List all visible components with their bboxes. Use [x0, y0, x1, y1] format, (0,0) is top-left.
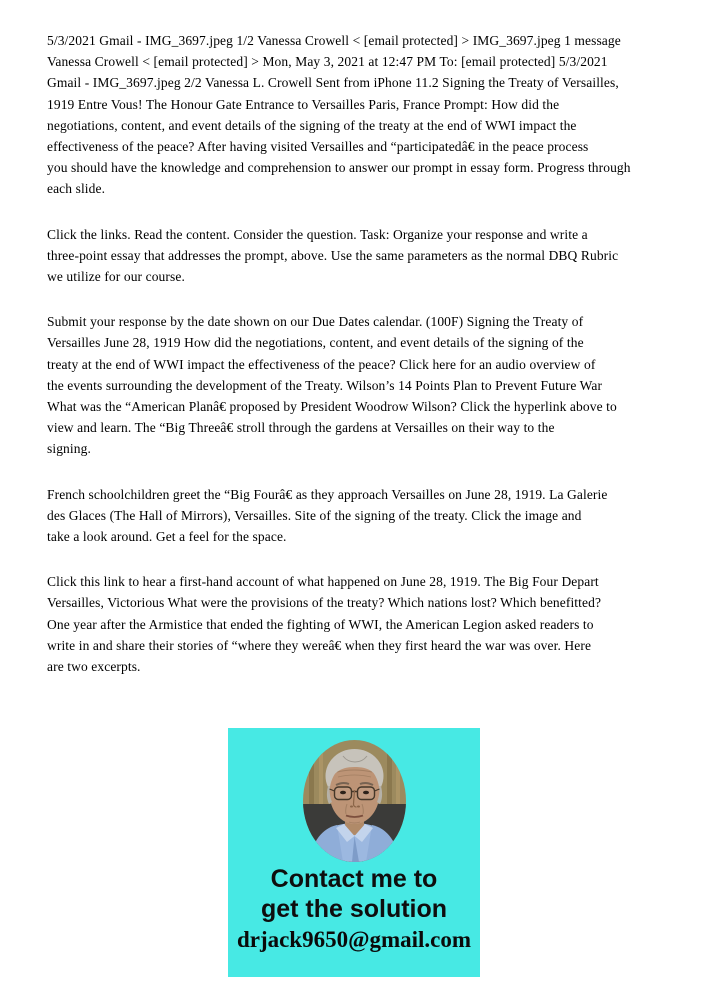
- paragraph: [47, 311, 665, 459]
- text-line: negotiations, content, and event details of the signing of the treaty at the end of WWI impact the: [47, 117, 577, 133]
- text-line: treaty at the end of WWI impact the effectiveness of the peace? Click here for an audio overview of: [47, 356, 596, 372]
- text-line: write in and share their stories of “where they wereâ€ when they first heard the war was over. Here: [47, 637, 592, 653]
- text-line: Click this link to hear a first-hand account of what happened on June 28, 1919. The Big Four Depart: [47, 574, 599, 590]
- text-line: are two excerpts.: [47, 659, 141, 675]
- contact-card: [228, 728, 480, 977]
- text-line: One year after the Armistice that ended the fighting of WWI, the American Legion asked readers to: [47, 616, 594, 632]
- text-line: Versailles, Victorious What were the provisions of the treaty? Which nations lost? Which benefitted?: [47, 595, 602, 611]
- paragraph: [47, 484, 665, 548]
- document-text: [47, 30, 665, 701]
- text-line: three-point essay that addresses the prompt, above. Use the same parameters as the normal DBQ Rubric: [47, 247, 619, 263]
- text-line: the events surrounding the development of the Treaty. Wilson’s 14 Points Plan to Prevent Future War: [47, 377, 603, 393]
- text-line: Click the links. Read the content. Consider the question. Task: Organize your response and write a: [47, 226, 588, 242]
- portrait-photo: [303, 740, 406, 862]
- text-line: Submit your response by the date shown on our Due Dates calendar. (100F) Signing the Treaty of: [47, 314, 584, 330]
- text-line: Gmail - IMG_3697.jpeg 2/2 Vanessa L. Crowell Sent from iPhone 11.2 Signing the Treaty of Versailles,: [47, 75, 619, 91]
- paragraph: [47, 30, 665, 200]
- text-line: 5/3/2021 Gmail - IMG_3697.jpeg 1/2 Vanessa Crowell < [email protected] > IMG_3697.jpeg 1 message: [47, 33, 621, 48]
- contact-line-1: Contact me to: [270, 865, 438, 893]
- text-line: take a look around. Get a feel for the space.: [47, 529, 287, 545]
- contact-line-2: get the solution: [260, 895, 448, 923]
- paragraph: [47, 224, 665, 288]
- paragraph: [47, 571, 665, 677]
- text-line: des Glaces (The Hall of Mirrors), Versailles. Site of the signing of the treaty. Click the image and: [47, 507, 582, 523]
- text-line: we utilize for our course.: [47, 269, 185, 285]
- text-line: effectiveness of the peace? After having visited Versailles and “participatedâ€ in the peace process: [47, 139, 589, 155]
- text-line: each slide.: [47, 181, 106, 197]
- text-line: Vanessa Crowell < [email protected] > Mon, May 3, 2021 at 12:47 PM To: [email protected] 5/3/2021: [47, 54, 608, 70]
- text-line: Versailles June 28, 1919 How did the negotiations, content, and event details of the signing of the: [47, 335, 584, 351]
- contact-email: drjack9650@gmail.com: [236, 927, 472, 952]
- text-line: What was the “American Planâ€ proposed by President Woodrow Wilson? Click the hyperlink above to: [47, 399, 617, 415]
- text-line: view and learn. The “Big Threeâ€ stroll through the gardens at Versailles on their way to the: [47, 420, 555, 436]
- text-line: 1919 Entre Vous! The Honour Gate Entrance to Versailles Paris, France Prompt: How did the: [47, 96, 560, 112]
- text-line: signing.: [47, 441, 91, 457]
- text-line: you should have the knowledge and comprehension to answer our prompt in essay form. Progress through: [47, 160, 631, 176]
- text-line: French schoolchildren greet the “Big Fourâ€ as they approach Versailles on June 28, 1919. La Galerie: [47, 486, 608, 502]
